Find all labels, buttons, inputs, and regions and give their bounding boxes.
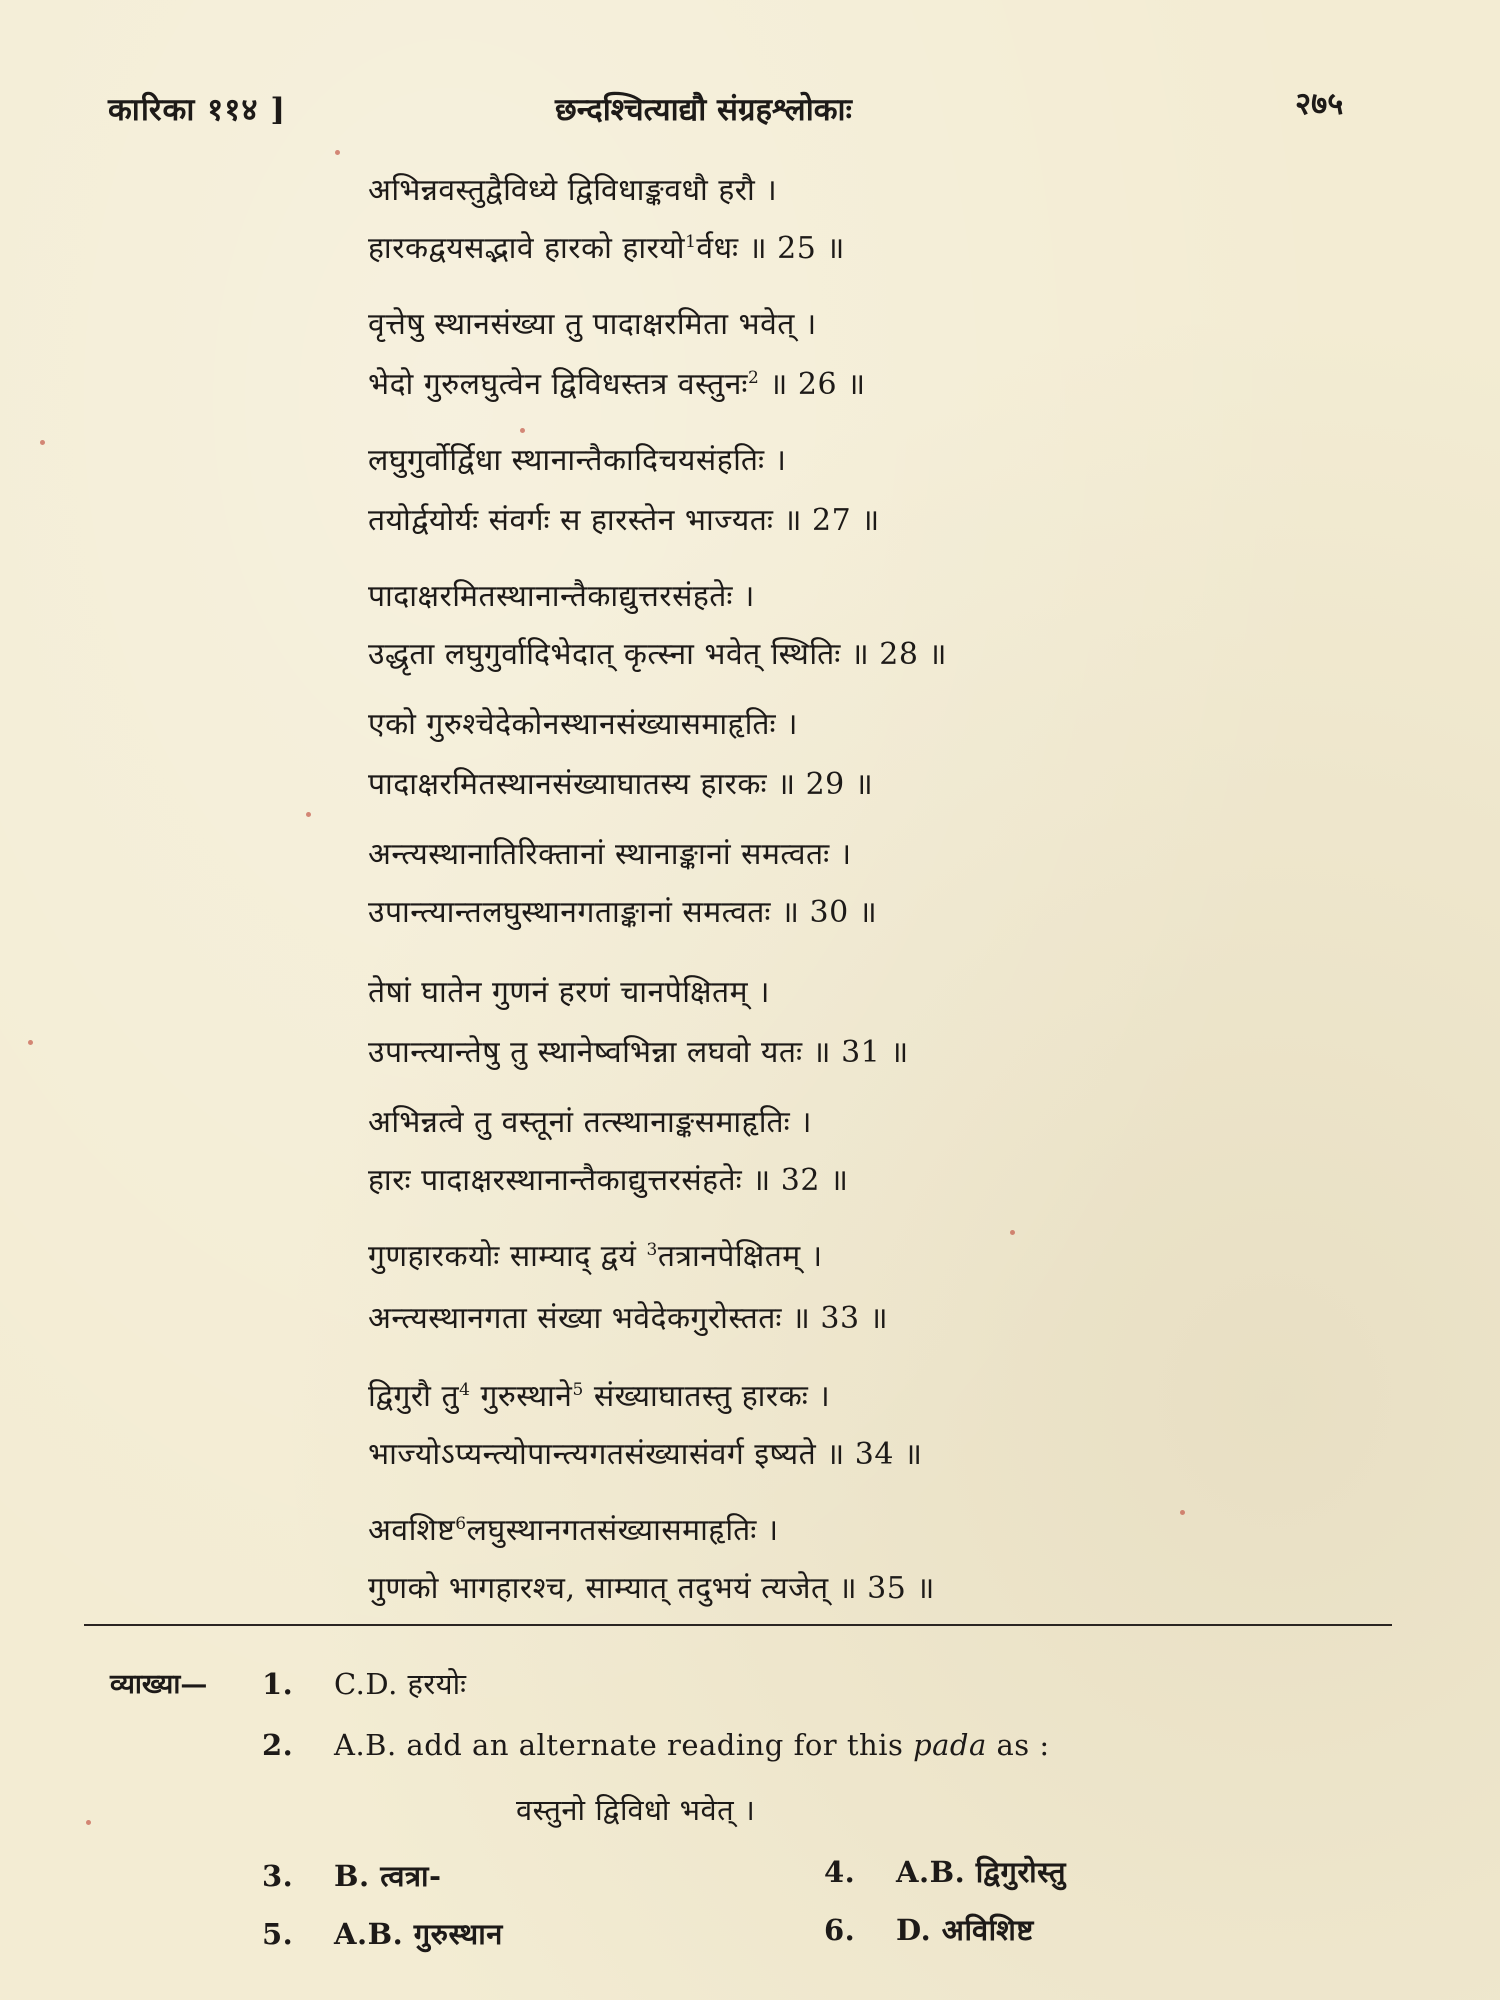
paper-speck	[40, 440, 45, 445]
verse-line: उपान्त्यान्तेषु तु स्थानेष्वभिन्ना लघवो यतः ॥ 31 ॥	[368, 1035, 909, 1070]
verse-line: भाज्योऽप्यन्त्योपान्त्यगतसंख्यासंवर्ग इष्यते ॥ 34 ॥	[368, 1437, 923, 1472]
paper-speck	[520, 428, 525, 433]
verse-line: अभिन्नवस्तुद्वैविध्ये द्विविधाङ्कवधौ हरौ ।	[368, 173, 778, 208]
footnotes-label: व्याख्या—	[110, 1669, 208, 1700]
footnote-6: 6. D. अविशिष्ट	[824, 1913, 1034, 1947]
verse-line: वृत्तेषु स्थानसंख्या तु पादाक्षरमिता भवेत् ।	[368, 307, 817, 342]
verse-line: तेषां घातेन गुणनं हरणं चानपेक्षितम् ।	[368, 975, 770, 1010]
verse-line: उद्धृता लघुगुर्वादिभेदात् कृत्स्ना भवेत् स्थितिः ॥ 28 ॥	[368, 637, 947, 672]
verse-line: अन्त्यस्थानगता संख्या भवेदेकगुरोस्ततः ॥ 33 ॥	[368, 1301, 889, 1336]
paper-speck	[1180, 1510, 1185, 1515]
verse-line: अन्त्यस्थानातिरिक्तानां स्थानाङ्कानां समत्वतः ।	[368, 837, 852, 872]
page-number: २७५	[1295, 86, 1344, 122]
verse-line: अभिन्नत्वे तु वस्तूनां तत्स्थानाङ्कसमाहृतिः ।	[368, 1105, 813, 1140]
footnote-marker: 4	[459, 1380, 471, 1400]
paper-speck	[306, 812, 311, 817]
footnote-divider	[84, 1624, 1392, 1626]
footnote-4: 4. A.B. द्विगुरोस्तु	[824, 1855, 1066, 1889]
verse-line: द्विगुरौ तु$^4$ गुरुस्थाने$^5$ संख्याघातस्तु हारकः ।	[368, 1379, 831, 1414]
footnote-marker: 3	[646, 1240, 658, 1260]
paper-speck	[86, 1820, 91, 1825]
verse-line: अवशिष्ट$^6$लघुस्थानगतसंख्यासमाहृतिः ।	[368, 1513, 779, 1548]
footnote-2-reading: वस्तुनो द्विविधो भवेत् ।	[516, 1793, 756, 1827]
footnote-3: 3. B. त्वत्रा-	[262, 1859, 442, 1893]
verse-line: लघुगुर्वोर्द्विधा स्थानान्तैकादिचयसंहतिः ।	[368, 443, 787, 478]
paper-speck	[28, 1040, 33, 1045]
footnote-marker: 6	[455, 1514, 467, 1534]
page-header-title: छन्दश्चित्याद्यौ संग्रहश्लोकाः	[555, 92, 852, 128]
page-header-section: कारिका ११४ ]	[108, 92, 286, 128]
verse-line: एको गुरुश्चेदेकोनस्थानसंख्यासमाहृतिः ।	[368, 707, 798, 742]
verse-line: गुणको भागहारश्च, साम्यात् तदुभयं त्यजेत् ॥ 35 ॥	[368, 1571, 935, 1606]
verse-line: हारः पादाक्षरस्थानान्तैकाद्युत्तरसंहतेः ॥ 32 ॥	[368, 1163, 849, 1198]
verse-line: तयोर्द्वयोर्यः संवर्गः स हारस्तेन भाज्यतः ॥ 27 ॥	[368, 503, 880, 538]
verse-line: भेदो गुरुलघुत्वेन द्विविधस्तत्र वस्तुनः$^2$ ॥ 26 ॥	[368, 367, 866, 402]
footnote-5: 5. A.B. गुरुस्थान	[262, 1917, 503, 1951]
footnote-marker: 2	[748, 368, 760, 388]
footnote-1: 1. C.D. हरयोः	[262, 1667, 467, 1701]
verse-line: पादाक्षरमितस्थानान्तैकाद्युत्तरसंहतेः ।	[368, 579, 755, 614]
verse-line: गुणहारकयोः साम्याद् द्वयं $^3$तत्रानपेक्षितम् ।	[368, 1239, 823, 1274]
verse-line: हारकद्वयसद्भावे हारको हारयो$^1$र्वधः ॥ 25 ॥	[368, 231, 845, 266]
paper-speck	[335, 150, 340, 155]
paper-speck	[1010, 1230, 1015, 1235]
footnote-marker: 5	[572, 1380, 584, 1400]
verse-line: उपान्त्यान्तलघुस्थानगताङ्कानां समत्वतः ॥ 30 ॥	[368, 895, 878, 930]
footnote-2: 2. A.B. add an alternate reading for this pada as :	[262, 1728, 1050, 1762]
verse-line: पादाक्षरमितस्थानसंख्याघातस्य हारकः ॥ 29 ॥	[368, 767, 874, 802]
footnote-marker: 1	[685, 232, 697, 252]
